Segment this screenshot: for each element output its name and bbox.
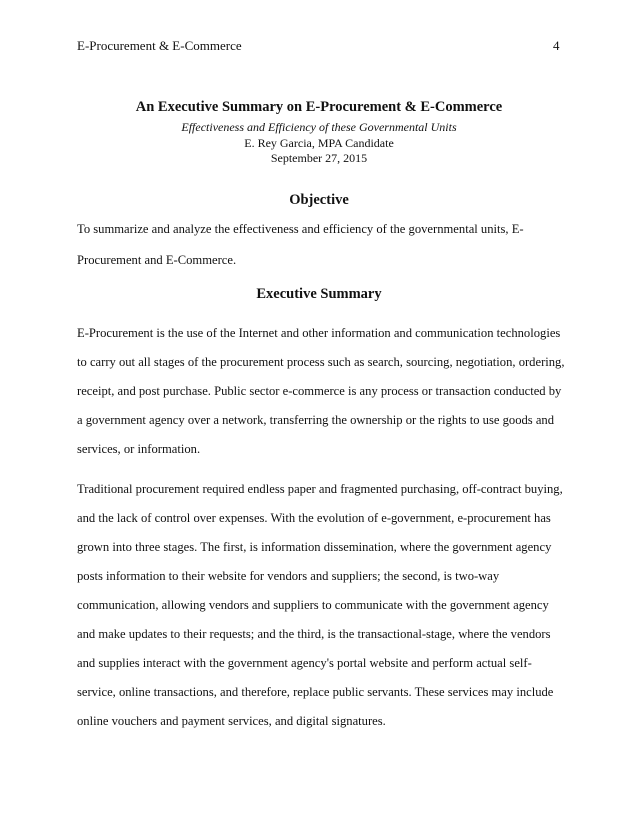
paragraph-line: and make updates to their requests; and the third, is the transactional-stage, where the vendors [77, 627, 551, 641]
document-subtitle: Effectiveness and Efficiency of these Governmental Units [181, 120, 457, 134]
paragraph-line: E-Procurement is the use of the Internet and other information and communication technologies [77, 326, 561, 340]
paragraph-line: service, online transactions, and therefore, replace public servants. These services may include [77, 685, 554, 699]
paragraph-line: a government agency over a network, transferring the ownership or the rights to use goods and [77, 413, 555, 427]
paragraph-line: posts information to their website for vendors and suppliers; the second, is two-way [77, 569, 500, 583]
objective-heading: Objective [289, 192, 349, 208]
paragraph-line: grown into three stages. The first, is information dissemination, where the government agency [77, 540, 552, 554]
paragraph-line: services, or information. [77, 442, 201, 456]
paragraph-line: Procurement and E-Commerce. [77, 253, 237, 267]
paragraph-line: receipt, and post purchase. Public sector e-commerce is any process or transaction conducted by [77, 384, 562, 398]
document-title: An Executive Summary on E-Procurement & E-Commerce [135, 99, 503, 115]
paragraph-line: communication, allowing vendors and suppliers to communicate with the government agency [77, 598, 549, 612]
paragraph-line: and the lack of control over expenses. With the evolution of e-government, e-procurement has [77, 511, 551, 525]
executive-summary-heading: Executive Summary [256, 286, 382, 302]
page-number: 4 [553, 38, 560, 53]
paragraph-line: and supplies interact with the government agency's portal website and perform actual self- [77, 656, 532, 670]
author-line: E. Rey Garcia, MPA Candidate [244, 136, 394, 150]
paragraph-line: To summarize and analyze the effectiveness and efficiency of the governmental units, E- [77, 222, 524, 236]
paragraph-line: online vouchers and payment services, and digital signatures. [77, 714, 386, 728]
running-header: E-Procurement & E-Commerce [77, 38, 242, 53]
paragraph-line: Traditional procurement required endless paper and fragmented purchasing, off-contract buying, [77, 482, 563, 496]
date-line: September 27, 2015 [270, 151, 368, 165]
paragraph-line: to carry out all stages of the procurement process such as search, sourcing, negotiation, ordering, [77, 355, 565, 369]
